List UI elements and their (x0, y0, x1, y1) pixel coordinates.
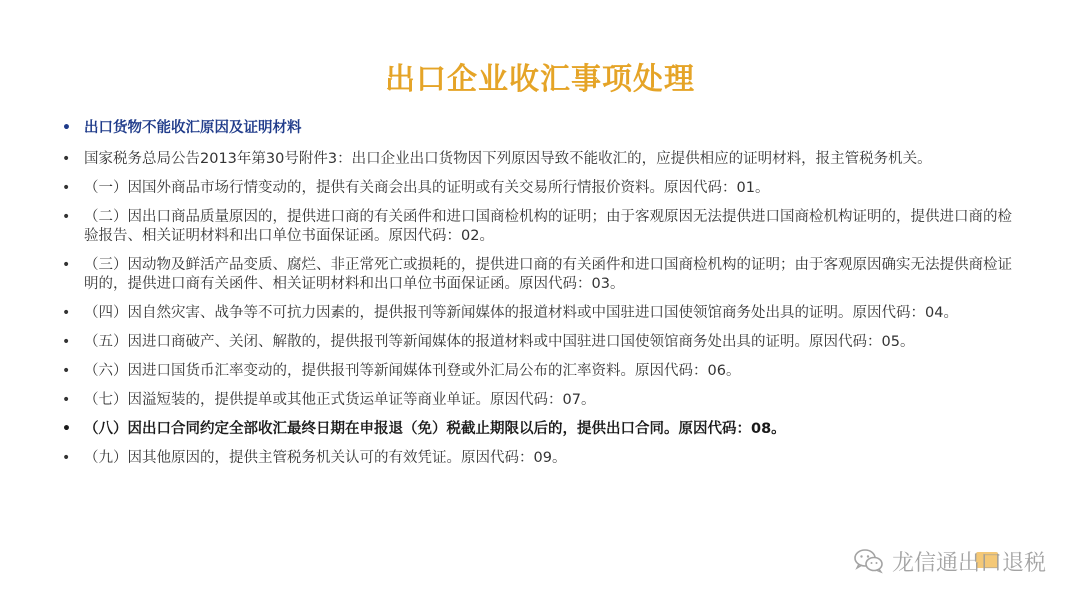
bullet-icon: • (62, 392, 71, 408)
list-item-text: （六）因进口国货币汇率变动的，提供报刊等新闻媒体刊登或外汇局公布的汇率资料。原因代码：06。 (84, 363, 741, 379)
list-item-emphasized (58, 420, 1018, 439)
watermark-text: 龙信通出口退税 (891, 550, 1046, 576)
list-item (58, 208, 1018, 246)
list-item-text: （八）因出口合同约定全部收汇最终日期在申报退（免）税截止期限以后的，提供出口合同。原因代码：08。 (84, 421, 786, 437)
list-item (58, 256, 1018, 294)
bullet-icon: • (62, 209, 71, 225)
list-item (58, 362, 1018, 381)
list-item-text: （五）因进口商破产、关闭、解散的，提供报刊等新闻媒体的报道材料或中国驻进口国使领馆商务处出具的证明。原因代码：05。 (84, 334, 915, 350)
bullet-icon: • (62, 421, 71, 437)
list-item-text: （四）因自然灾害、战争等不可抗力因素的，提供报刊等新闻媒体的报道材料或中国驻进口国使领馆商务处出具的证明。原因代码：04。 (84, 305, 958, 321)
list-item-text: 国家税务总局公告2013年第30号附件3：出口企业出口货物因下列原因导致不能收汇的，应提供相应的证明材料，报主管税务机关。 (84, 151, 932, 167)
bullet-icon: • (62, 120, 71, 136)
list-item-text: （一）因国外商品市场行情变动的，提供有关商会出具的证明或有关交易所行情报价资料。原因代码：01。 (84, 180, 770, 196)
bullet-icon: • (62, 334, 71, 350)
bullet-icon: • (62, 450, 71, 466)
list-item-text: （三）因动物及鲜活产品变质、腐烂、非正常死亡或损耗的，提供进口商的有关函件和进口国商检机构的证明；由于客观原因确实无法提供商检证明的，提供进口商有关函件、相关证明材料和出口单位书面保证函。原因代码：03。 (84, 257, 1012, 292)
list-item-text: 出口货物不能收汇原因及证明材料 (84, 120, 302, 136)
list-item (58, 179, 1018, 198)
list-item-text: （九）因其他原因的，提供主管税务机关认可的有效凭证。原因代码：09。 (84, 450, 567, 466)
list-item-text: （七）因溢短装的，提供提单或其他正式货运单证等商业单证。原因代码：07。 (84, 392, 596, 408)
bullet-icon: • (62, 363, 71, 379)
bullet-icon: • (62, 151, 71, 167)
list-item-heading (58, 119, 1018, 138)
list-item (58, 449, 1018, 468)
bullet-icon: • (62, 305, 71, 321)
bullet-icon: • (62, 257, 71, 273)
wechat-icon (854, 548, 884, 574)
list-item-text: （二）因出口商品质量原因的，提供进口商的有关函件和进口国商检机构的证明；由于客观原因无法提供进口国商检机构证明的，提供进口商的检验报告、相关证明材料和出口单位书面保证函。原因代码：02。 (84, 209, 1012, 244)
page-title: 出口企业收汇事项处理 (385, 62, 695, 97)
list-item (58, 333, 1018, 352)
list-item (58, 150, 1018, 169)
list-item (58, 304, 1018, 323)
bullet-list (58, 119, 1018, 478)
bullet-icon: • (62, 180, 71, 196)
watermark (854, 546, 1046, 576)
list-item (58, 391, 1018, 410)
